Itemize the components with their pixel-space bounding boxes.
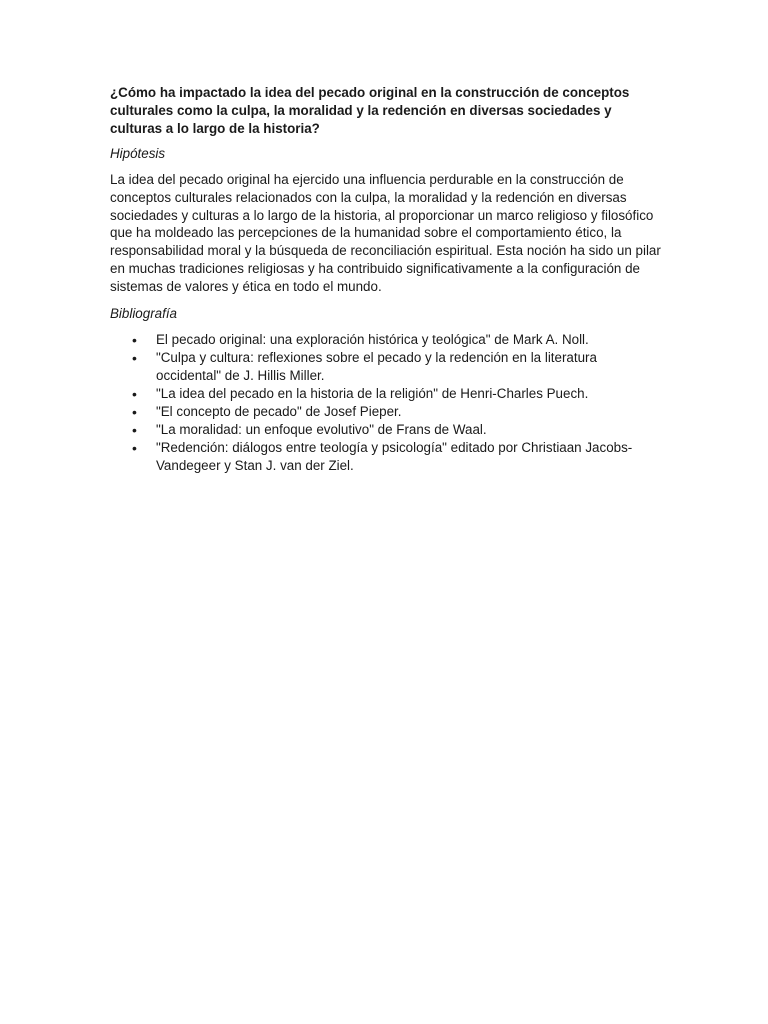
bibliography-item [110,421,662,439]
bullet-icon: • [132,385,137,402]
bullet-icon: • [132,403,137,420]
bibliography-item-text: El pecado original: una exploración histórica y teológica" de Mark A. Noll. [156,331,589,347]
bibliography-list [110,331,662,475]
bullet-icon: • [132,439,137,456]
bibliography-item [110,385,662,403]
hypothesis-text: La idea del pecado original ha ejercido una influencia perdurable en la construcción de conceptos culturales relacionados con la culpa, la moralidad y la redención en diversas sociedades y culturas a lo largo de la historia, al proporcionar un marco religioso y filosófico que ha moldeado las percepciones de la humanidad sobre el comportamiento ético, la responsabilidad moral y la búsqueda de reconciliación espiritual. Esta noción ha sido un pilar en muchas tradiciones religiosas y ha contribuido significativamente a la configuración de sistemas de valores y ética en todo el mundo. [110,172,661,294]
bibliography-item-text: "La moralidad: un enfoque evolutivo" de Frans de Waal. [156,421,487,437]
bibliography-heading: Bibliografía [110,305,177,321]
bibliography-item-text: "Culpa y cultura: reflexiones sobre el pecado y la redención en la literatura occidental" de J. Hillis Miller. [156,349,597,383]
bullet-icon: • [132,331,137,348]
hypothesis-heading: Hipótesis [110,146,166,161]
research-question: ¿Cómo ha impactado la idea del pecado original en la construcción de conceptos culturales como la culpa, la moralidad y la redención en diversas sociedades y culturas a lo largo de la historia? [110,85,630,136]
bibliography-item [110,331,662,349]
bibliography-item [110,403,662,421]
bibliography-item-text: "Redención: diálogos entre teología y psicología" editado por Christiaan Jacobs-Vandegeer y Stan J. van der Ziel. [156,439,633,473]
bibliography-item-text: "El concepto de pecado" de Josef Pieper. [156,403,402,419]
bibliography-item [110,439,662,475]
document-page [110,84,662,475]
bullet-icon: • [132,349,137,366]
bibliography-item-text: "La idea del pecado en la historia de la religión" de Henri-Charles Puech. [156,385,589,401]
bullet-icon: • [132,421,137,438]
bibliography-item [110,349,662,385]
